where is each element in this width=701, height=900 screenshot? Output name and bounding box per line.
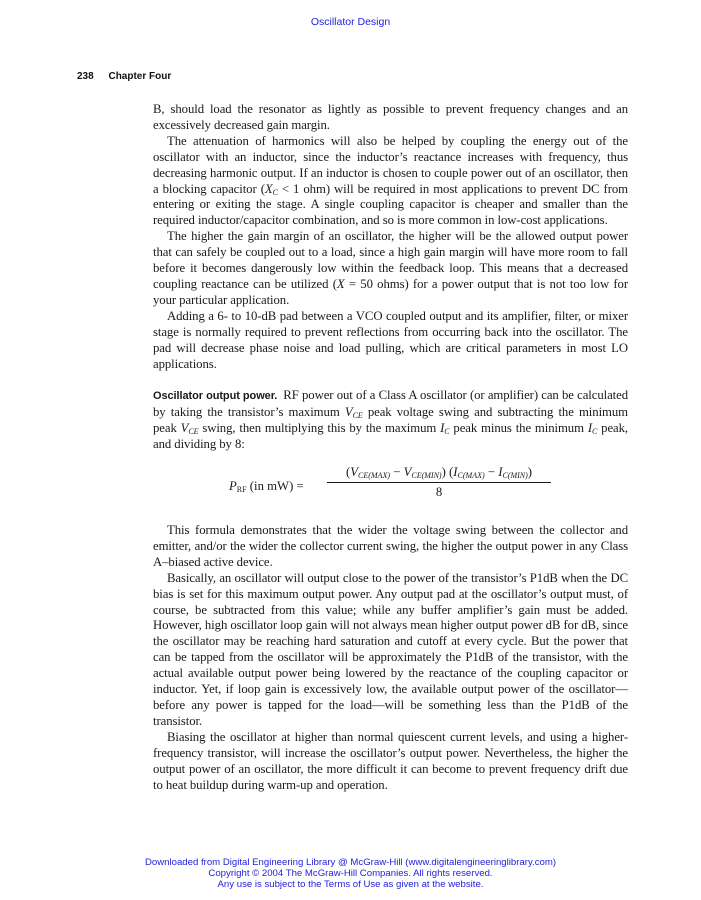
- paragraph-3: [153, 229, 628, 309]
- footer-line-1[interactable]: Downloaded from Digital Engineering Library @ McGraw-Hill (www.digitalengineeringlibrary.com): [144, 857, 557, 868]
- formula-unit: (in mW) =: [246, 479, 304, 494]
- var-i: I: [587, 421, 592, 436]
- paragraph-3-text-a: The higher the gain margin of an oscillator, the higher will be the allowed output power that can safely be coupled out to a load, since a high gain margin will have more room to fall before it becomes dangerously low within the feedback loop. This means that a decreased coupling reactance can be utilized (: [153, 229, 628, 291]
- power-formula: [153, 465, 628, 509]
- footer-line-2: Copyright © 2004 The McGraw-Hill Companies. All rights reserved.: [208, 868, 493, 879]
- sub-c-min: C(MIN): [502, 471, 528, 481]
- paragraph-2-text-a: The attenuation of harmonics will also be helped by coupling the energy out of the oscillator with an inductor, since the inductor’s reactance increases with frequency, thus decreasing harmonic output. If an inductor is chosen to couple power out of an oscillator, then a blocking capacitor (: [153, 133, 628, 196]
- paragraph-7: Basically, an oscillator will output close to the power of the transistor’s P1dB when the DC bias is set for this maximum output power. Any output pad at the oscillator’s output must, of course, be subtracted from this value; while any buffer amplifier’s gain must be added. However, high oscillator loop gain will not always mean higher output power dB for dB, since the oscillator may be reaching hard saturation and cutoff at every cycle. But the power that can be tapped from the oscillator will be approximately the P1dB of the transistor, with the actual available output power being lowered by the reactance of the coupling capacitor or inductor. Yet, if loop gain is excessively low, the available output power of the oscillator—before any power is tapped for the load—will be something less than the P1dB of the transistor.: [153, 570, 628, 728]
- paragraph-5-text-e: peak, and dividing by 8:: [153, 421, 629, 452]
- paragraph-5-text-a: RF power out of a Class A oscillator (or amplifier) can be calculated by taking the transistor’s maximum: [153, 388, 628, 420]
- var-v: V: [403, 465, 412, 480]
- paragraph-5-text-d: peak minus the minimum: [449, 421, 588, 436]
- paragraph-5-text-b: peak voltage swing and subtracting the minimum peak: [153, 405, 628, 436]
- paren: ): [527, 465, 533, 480]
- paragraph-1: B, should load the resonator as lightly as possible to prevent frequency changes and an excessively decreased gain margin.: [153, 102, 628, 132]
- page-number: 238: [77, 71, 94, 82]
- section-heading: Oscillator output power.: [153, 390, 278, 403]
- sub-rf: RF: [236, 485, 247, 495]
- sub-ce: CE: [352, 411, 363, 421]
- formula-denominator: 8: [435, 485, 443, 500]
- sub-c: C: [272, 187, 278, 197]
- page-header-title: Oscillator Design: [310, 16, 391, 28]
- var-v: V: [344, 405, 353, 420]
- paragraph-2: [153, 134, 628, 229]
- var-i: I: [453, 465, 458, 480]
- var-v: V: [180, 421, 189, 436]
- formula-lhs: [229, 479, 304, 494]
- section-paragraph: [153, 388, 628, 453]
- var-x: X: [264, 181, 273, 196]
- paragraph-3-text-b: = 50 ohms) for a power output that is not too low for your particular application.: [153, 276, 628, 307]
- paragraph-2-text-b: < 1 ohm) will be required in most applications to prevent DC from entering or exiting the stage. A single coupling capacitor is cheaper and smaller than the required inductor/capacitor combination, and so is more common in low-cost applications.: [153, 181, 628, 228]
- var-v: V: [350, 465, 358, 480]
- paragraph-8: Biasing the oscillator at higher than normal quiescent current levels, and using a higher-frequency transistor, will increase the oscillator’s output power. Nevertheless, the higher the output power of an oscillator, the more difficult it can become to prevent frequency drift due to heat buildup during warm-up and operation.: [153, 729, 628, 792]
- var-i: I: [440, 421, 445, 436]
- sub-ce-min: CE(MIN): [411, 471, 442, 481]
- var-x: X: [336, 276, 345, 291]
- formula-numerator: [327, 465, 551, 482]
- body-text: [153, 102, 628, 793]
- chapter-label: Chapter Four: [108, 71, 172, 82]
- paragraph-6: This formula demonstrates that the wider the voltage swing between the collector and emitter, and/or the wider the collector current swing, the higher the output power in any Class A–biased active device.: [153, 523, 628, 569]
- paren: (: [345, 465, 351, 480]
- running-head: [77, 71, 171, 82]
- sub-ce-max: CE(MAX): [358, 471, 390, 481]
- sub-c: C: [444, 427, 450, 437]
- sub-c-max: C(MAX): [457, 471, 485, 481]
- formula-fraction: [327, 465, 551, 500]
- var-i: I: [498, 465, 503, 480]
- paragraph-4: Adding a 6- to 10-dB pad between a VCO coupled output and its amplifier, filter, or mixer stage is normally required to prevent reflections from occurring back into the oscillator. The pad will decrease phase noise and load pulling, which are critical parameters in most LO applications.: [153, 308, 628, 371]
- download-footer: [0, 857, 701, 890]
- paragraph-5-text-c: swing, then multiplying this by the maximum: [198, 421, 441, 436]
- paren: ) (: [441, 465, 454, 480]
- var-p: P: [229, 479, 237, 494]
- sub-ce: CE: [188, 427, 199, 437]
- footer-line-3[interactable]: Any use is subject to the Terms of Use as given at the website.: [217, 879, 484, 890]
- minus-sign: −: [390, 465, 404, 480]
- minus-sign: −: [484, 465, 499, 480]
- sub-c: C: [592, 427, 598, 437]
